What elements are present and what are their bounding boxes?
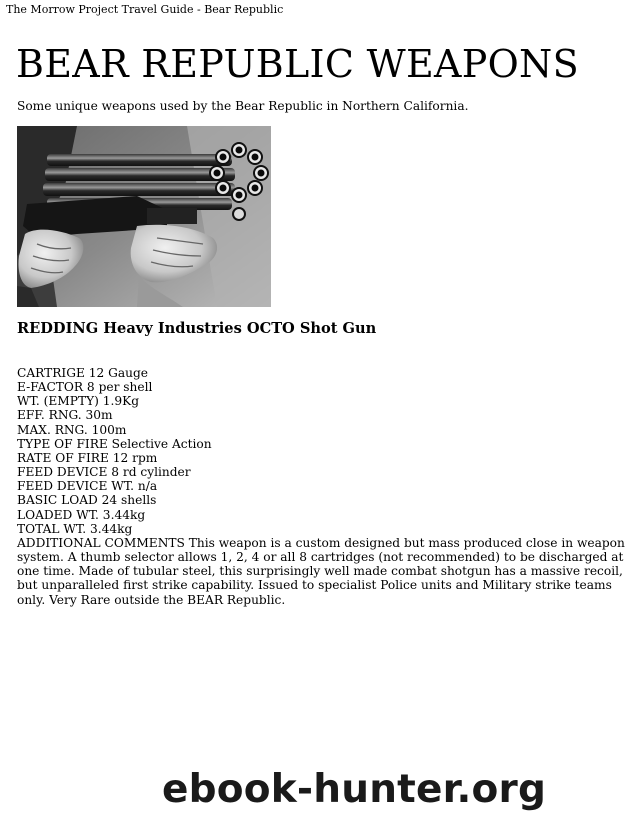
- spec-type-of-fire: TYPE OF FIRE Selective Action: [17, 436, 212, 451]
- spec-additional-comments: ADDITIONAL COMMENTS This weapon is a custom designed but mass produced close in weapon system. A thumb selector allows 1, 2, 4 or all 8 cartridges (not recommended) to be discharged at one time. Made of tubular steel, this surprisingly well made combat shotgun has a massive recoil, but unparalleled first strike capability. Issued to specialist Police units and Military strike teams only. Very Rare outside the BEAR Republic.: [17, 535, 625, 607]
- spec-max-range: MAX. RNG. 100m: [17, 422, 127, 437]
- weapon-name: REDDING Heavy Industries OCTO Shot Gun: [17, 320, 377, 337]
- intro-text: Some unique weapons used by the Bear Republic in Northern California.: [17, 99, 469, 113]
- page-title: BEAR REPUBLIC WEAPONS: [16, 42, 579, 86]
- weapon-specs: [17, 366, 629, 607]
- spec-cartridge: CARTRIGE 12 Gauge: [17, 366, 148, 380]
- spec-loaded-weight: LOADED WT. 3.44kg: [17, 507, 146, 522]
- spec-effective-range: EFF. RNG. 30m: [17, 408, 113, 423]
- spec-weight-empty: WT. (EMPTY) 1.9Kg: [17, 394, 140, 409]
- spec-e-factor: E-FACTOR 8 per shell: [17, 380, 153, 395]
- spec-basic-load: BASIC LOAD 24 shells: [17, 493, 157, 508]
- watermark-logo: ebook-hunter.org: [162, 767, 547, 812]
- spec-total-weight: TOTAL WT. 3.44kg: [17, 521, 133, 536]
- running-header: The Morrow Project Travel Guide - Bear Republic: [6, 3, 284, 16]
- weapon-photo: [17, 126, 271, 307]
- spec-feed-device: FEED DEVICE 8 rd cylinder: [17, 465, 191, 480]
- spec-rate-of-fire: RATE OF FIRE 12 rpm: [17, 450, 158, 465]
- spec-feed-device-weight: FEED DEVICE WT. n/a: [17, 479, 158, 494]
